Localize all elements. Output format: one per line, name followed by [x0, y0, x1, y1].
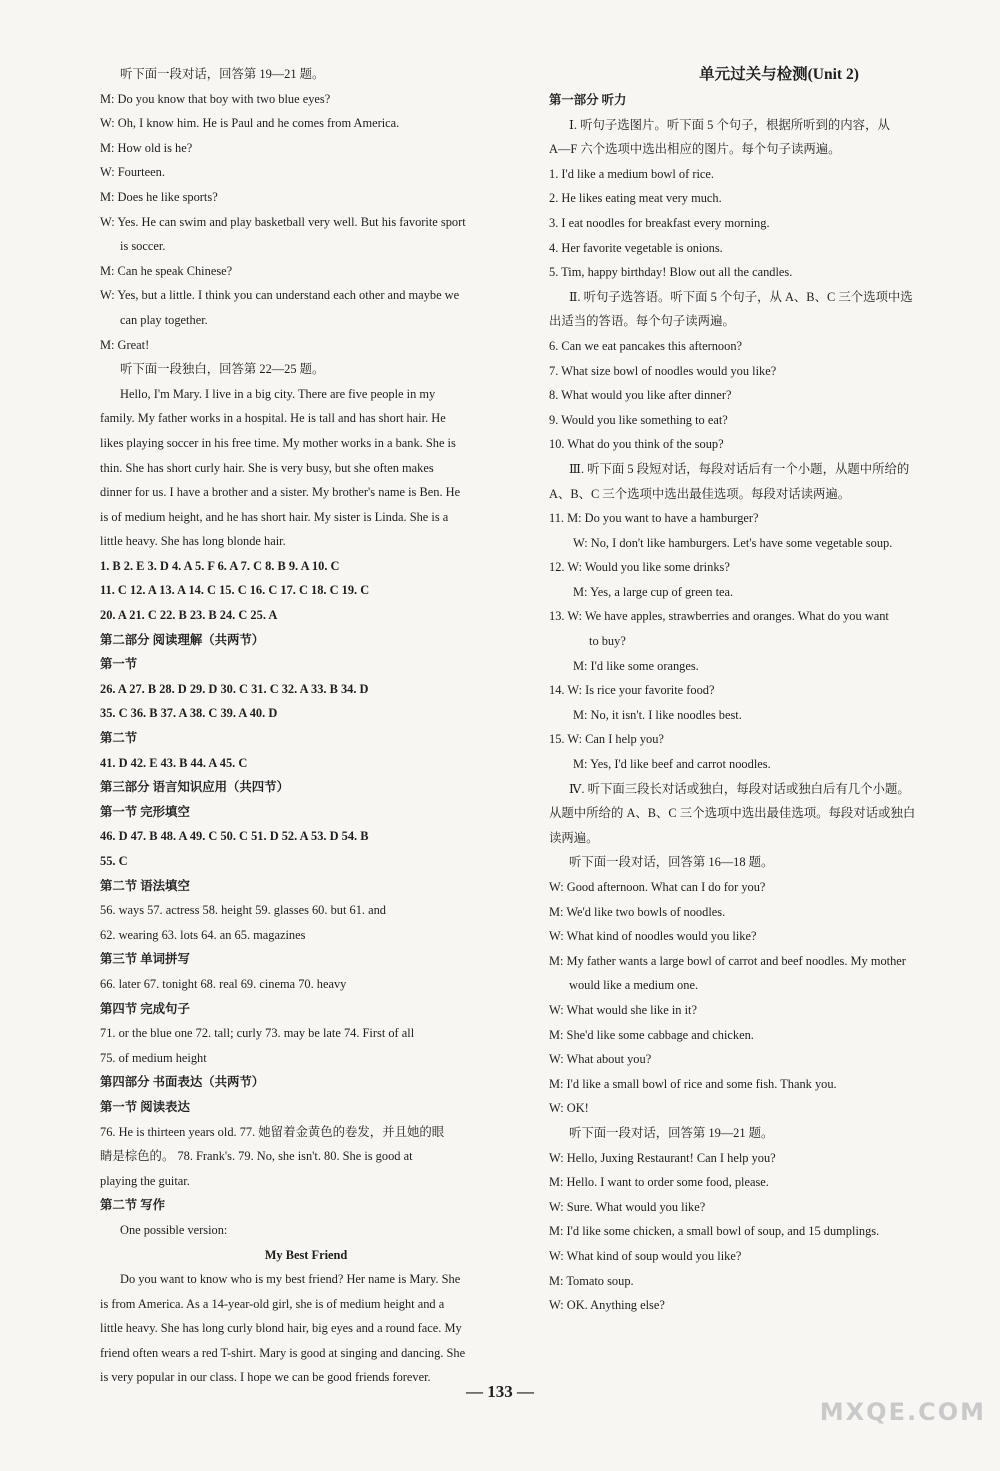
unit-title: 单元过关与检测(Unit 2) — [699, 66, 859, 83]
text-line: is of medium height, and he has short hair. My sister is Linda. She is a — [100, 509, 449, 524]
text-line: 第四节 完成句子 — [100, 1001, 190, 1016]
text-line: M: She'd like some cabbage and chicken. — [549, 1027, 754, 1042]
text-line: A、B、C 三个选项中选出最佳选项。每段对话读两遍。 — [549, 486, 851, 501]
text-line: can play together. — [120, 312, 208, 327]
right-column-lines — [549, 88, 969, 1318]
right-column — [549, 62, 969, 1318]
text-line: 读两遍。 — [549, 830, 599, 845]
text-line: 从题中所给的 A、B、C 三个选项中选出最佳选项。每段对话或独白 — [549, 806, 916, 821]
text-line: is soccer. — [120, 239, 166, 254]
text-line: 20. A 21. C 22. B 23. B 24. C 25. A — [100, 608, 278, 623]
text-line: W: Hello, Juxing Restaurant! Can I help you? — [549, 1150, 776, 1165]
text-line: would like a medium one. — [569, 978, 699, 993]
text-line: is from America. As a 14-year-old girl, she is of medium height and a — [100, 1296, 445, 1311]
text-line: 第二节 语法填空 — [100, 878, 190, 893]
text-line: W: What about you? — [549, 1052, 652, 1067]
text-line: likes playing soccer in his free time. My mother works in a bank. She is — [100, 435, 456, 450]
text-line: 睛是棕色的。 78. Frank's. 79. No, she isn't. 80. She is good at — [100, 1149, 413, 1164]
text-line: M: I'd like a small bowl of rice and some fish. Thank you. — [549, 1076, 837, 1091]
text-line: M: Hello. I want to order some food, please. — [549, 1175, 769, 1190]
text-line: Ⅲ. 听下面 5 段短对话，每段对话后有一个小题，从题中所给的 — [569, 461, 910, 476]
text-line: W: What kind of soup would you like? — [549, 1248, 742, 1263]
text-line: Ⅱ. 听句子选答语。听下面 5 个句子，从 A、B、C 三个选项中选 — [569, 289, 913, 304]
text-line: 第一节 完形填空 — [100, 804, 190, 819]
text-line: W: What kind of noodles would you like? — [549, 929, 757, 944]
text-line: 14. W: Is rice your favorite food? — [549, 683, 715, 698]
text-line: 3. I eat noodles for breakfast every morning. — [549, 215, 770, 230]
text-line: M: I'd like some oranges. — [573, 658, 699, 673]
text-line: 12. W: Would you like some drinks? — [549, 560, 730, 575]
text-line: 第二节 — [100, 731, 138, 746]
text-line: family. My father works in a hospital. He is tall and has short hair. He — [100, 411, 446, 426]
text-line: 第四部分 书面表达（共两节） — [100, 1075, 265, 1090]
text-line: 第二部分 阅读理解（共两节） — [100, 632, 265, 647]
text-line: My Best Friend — [264, 1247, 348, 1262]
text-line: 76. He is thirteen years old. 77. 她留着金黄色的卷发，并且她的眼 — [100, 1124, 445, 1139]
text-line: W: Yes. He can swim and play basketball very well. But his favorite sport — [100, 214, 466, 229]
text-line: W: Yes, but a little. I think you can understand each other and maybe we — [100, 288, 460, 303]
text-line: 出适当的答语。每个句子读两遍。 — [549, 314, 735, 329]
text-line: to buy? — [589, 634, 626, 649]
text-line: 62. wearing 63. lots 64. an 65. magazines — [100, 927, 306, 942]
text-line: dinner for us. I have a brother and a sister. My brother's name is Ben. He — [100, 485, 461, 500]
text-line: M: My father wants a large bowl of carrot and beef noodles. My mother — [549, 953, 906, 968]
text-line: 4. Her favorite vegetable is onions. — [549, 240, 723, 255]
text-line: 第三节 单词拼写 — [100, 952, 190, 967]
text-line: 1. B 2. E 3. D 4. A 5. F 6. A 7. C 8. B 9. A 10. C — [100, 558, 340, 573]
text-line: playing the guitar. — [100, 1173, 190, 1188]
text-line: 75. of medium height — [100, 1050, 207, 1065]
text-line: 13. W: We have apples, strawberries and oranges. What do you want — [549, 609, 889, 624]
text-line: 6. Can we eat pancakes this afternoon? — [549, 338, 743, 353]
text-line: W: OK. Anything else? — [549, 1298, 665, 1313]
text-line: 听下面一段独白，回答第 22—25 题。 — [120, 362, 325, 377]
text-line: M: Tomato soup. — [549, 1273, 634, 1288]
text-line: M: Great! — [100, 337, 150, 352]
text-line: W: OK! — [549, 1101, 589, 1116]
text-line: 8. What would you like after dinner? — [549, 388, 732, 403]
text-line: W: No, I don't like hamburgers. Let's have some vegetable soup. — [573, 535, 893, 550]
text-line: 听下面一段对话，回答第 16—18 题。 — [569, 855, 774, 870]
text-line: 15. W: Can I help you? — [549, 732, 664, 747]
text-line: 7. What size bowl of noodles would you like? — [549, 363, 777, 378]
text-line: W: Oh, I know him. He is Paul and he comes from America. — [100, 116, 400, 131]
text-line: M: Yes, I'd like beef and carrot noodles. — [573, 757, 771, 772]
text-line: 11. M: Do you want to have a hamburger? — [549, 511, 759, 526]
text-line: W: What would she like in it? — [549, 1002, 697, 1017]
text-line: 5. Tim, happy birthday! Blow out all the candles. — [549, 265, 793, 280]
text-line: 56. ways 57. actress 58. height 59. glasses 60. but 61. and — [100, 903, 386, 918]
text-line: 41. D 42. E 43. B 44. A 45. C — [100, 755, 248, 770]
page-number: — 133 — — [466, 1382, 534, 1401]
text-line: 第一节 阅读表达 — [100, 1099, 190, 1114]
text-line: 9. Would you like something to eat? — [549, 412, 728, 427]
text-line: 听下面一段对话，回答第 19—21 题。 — [569, 1125, 774, 1140]
text-line: thin. She has short curly hair. She is very busy, but she often makes — [100, 460, 434, 475]
text-line: 第二节 写作 — [100, 1198, 166, 1213]
text-line: M: We'd like two bowls of noodles. — [549, 904, 726, 919]
text-line: 26. A 27. B 28. D 29. D 30. C 31. C 32. A 33. B 34. D — [100, 681, 369, 696]
text-line: Ⅳ. 听下面三段长对话或独白，每段对话或独白后有几个小题。 — [569, 781, 910, 796]
text-line: 66. later 67. tonight 68. real 69. cinema 70. heavy — [100, 976, 347, 991]
text-line: little heavy. She has long blonde hair. — [100, 534, 286, 549]
text-line: 第三部分 语言知识应用（共四节） — [100, 780, 289, 795]
text-line: is very popular in our class. I hope we can be good friends forever. — [100, 1370, 431, 1385]
text-line: One possible version: — [120, 1222, 228, 1237]
text-line: Do you want to know who is my best friend? Her name is Mary. She — [120, 1272, 461, 1287]
text-line: A—F 六个选项中选出相应的图片。每个句子读两遍。 — [549, 142, 841, 157]
text-line: M: I'd like some chicken, a small bowl of soup, and 15 dumplings. — [549, 1224, 880, 1239]
text-line: 2. He likes eating meat very much. — [549, 191, 722, 206]
text-line: 46. D 47. B 48. A 49. C 50. C 51. D 52. A 53. D 54. B — [100, 829, 369, 844]
text-line: M: Yes, a large cup of green tea. — [573, 584, 734, 599]
text-line: 35. C 36. B 37. A 38. C 39. A 40. D — [100, 706, 278, 721]
text-line: M: No, it isn't. I like noodles best. — [573, 707, 742, 722]
text-line: Hello, I'm Mary. I live in a big city. There are five people in my — [120, 386, 436, 401]
text-line: 第一节 — [100, 657, 138, 672]
text-line: M: Can he speak Chinese? — [100, 263, 233, 278]
text-line: M: Does he like sports? — [100, 189, 218, 204]
watermark-logo: MXQE.COM — [819, 1398, 986, 1426]
text-line: friend often wears a red T-shirt. Mary is good at singing and dancing. She — [100, 1345, 466, 1360]
text-line: W: Sure. What would you like? — [549, 1199, 706, 1214]
text-line: 10. What do you think of the soup? — [549, 437, 724, 452]
text-line: W: Good afternoon. What can I do for you? — [549, 880, 766, 894]
text-line: 第一部分 听力 — [549, 93, 627, 107]
text-line: little heavy. She has long curly blond hair, big eyes and a round face. My — [100, 1321, 462, 1336]
text-line: M: Do you know that boy with two blue eyes? — [100, 91, 331, 106]
text-line: W: Fourteen. — [100, 165, 165, 180]
text-line: 听下面一段对话，回答第 19—21 题。 — [120, 67, 325, 81]
text-line: 71. or the blue one 72. tall; curly 73. may be late 74. First of all — [100, 1026, 415, 1041]
text-line: 1. I'd like a medium bowl of rice. — [549, 166, 714, 181]
left-column — [100, 62, 512, 1390]
text-line: 11. C 12. A 13. A 14. C 15. C 16. C 17. C 18. C 19. C — [100, 583, 370, 598]
text-line: 55. C — [100, 854, 128, 868]
text-line: Ⅰ. 听句子选图片。听下面 5 个句子，根据所听到的内容，从 — [569, 117, 890, 132]
text-line: M: How old is he? — [100, 140, 193, 155]
